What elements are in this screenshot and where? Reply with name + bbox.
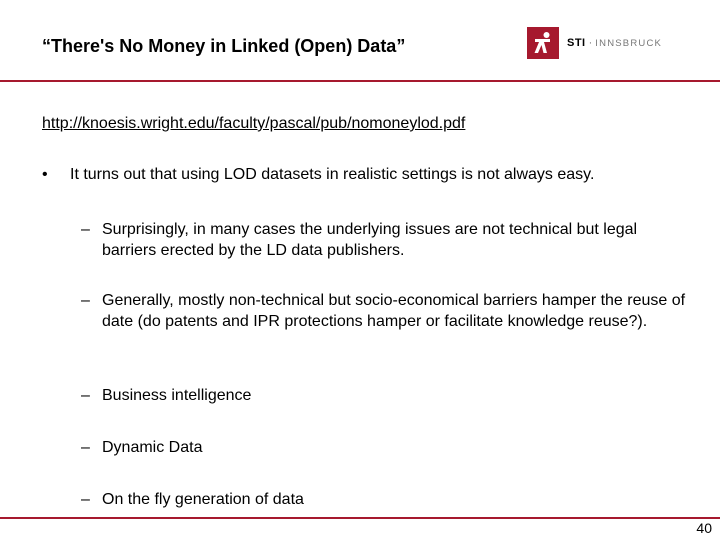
logo-innsbruck-text: INNSBRUCK (595, 37, 663, 49)
main-bullet (42, 166, 594, 184)
sub-bullet-dash: – (81, 221, 90, 238)
sub-bullet-text: On the fly generation of data (102, 491, 304, 508)
sub-bullet-dash: – (81, 439, 90, 456)
sub-bullet-2 (81, 290, 692, 332)
bullet-symbol: • (42, 166, 48, 183)
page-number: 40 (696, 520, 712, 536)
bullet-text: It turns out that using LOD datasets in realistic settings is not always easy. (70, 166, 595, 183)
sti-logo-icon (527, 27, 559, 59)
sub-bullet-text: Business intelligence (102, 387, 252, 404)
sub-bullet-text: Generally, mostly non-technical but socio-economical barriers hamper the reuse of date (do patents and IPR protections hamper or facilitate knowledge reuse?). (102, 292, 686, 330)
sub-bullet-text: Dynamic Data (102, 439, 203, 456)
sub-bullet-3 (81, 385, 692, 406)
sti-innsbruck-logo (527, 27, 662, 59)
sub-bullet-dash: – (81, 491, 90, 508)
sub-bullet-1 (81, 219, 692, 261)
header-divider (0, 80, 720, 82)
paper-link[interactable]: http://knoesis.wright.edu/faculty/pascal/pub/nomoneylod.pdf (42, 115, 466, 132)
logo-sti-text: STI (567, 37, 586, 49)
footer-divider (0, 517, 720, 519)
slide-title: “There's No Money in Linked (Open) Data” (42, 36, 406, 56)
logo-separator: · (588, 37, 593, 49)
sub-bullet-4 (81, 437, 692, 458)
sub-bullet-dash: – (81, 292, 90, 309)
sub-bullet-text: Surprisingly, in many cases the underlying issues are not technical but legal barriers erected by the LD data publishers. (102, 221, 638, 259)
sub-bullet-5 (81, 489, 692, 510)
sub-bullet-dash: – (81, 387, 90, 404)
